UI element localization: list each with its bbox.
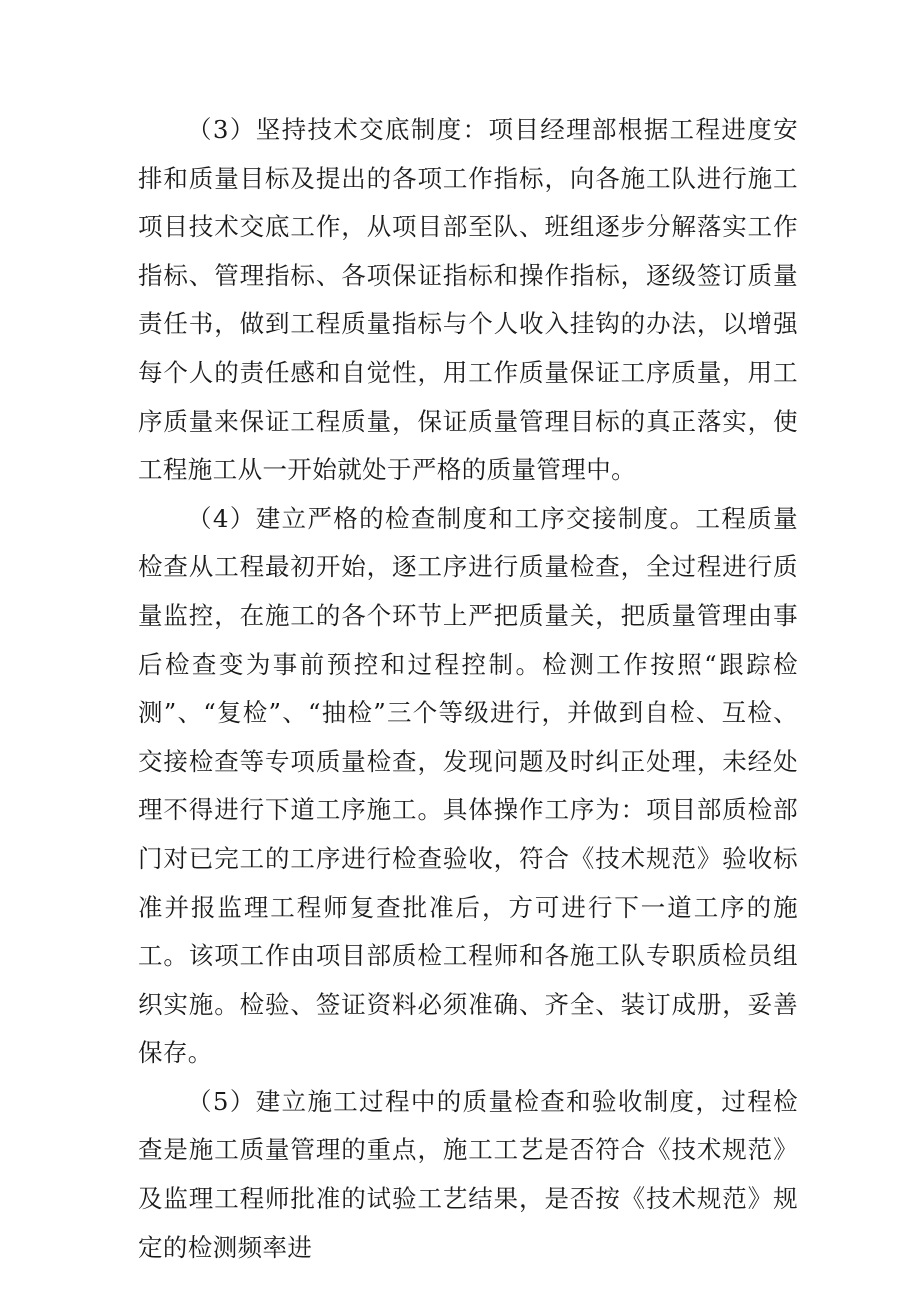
paragraph-3: （3）坚持技术交底制度：项目经理部根据工程进度安排和质量目标及提出的各项工作指标，向各施工队进行施工项目技术交底工作，从项目部至队、班组逐步分解落实工作指标、管理指标、各项保证指标和操作指标，逐级签订质量责任书，做到工程质量指标与个人收入挂钩的办法，以增强每个人的责任感和自觉性，用工作质量保证工序质量，用工序质量来保证工程质量，保证质量管理目标的真正落实，使工程施工从一开始就处于严格的质量管理中。 [138,115,798,485]
paragraph-4: （4）建立严格的检查制度和工序交接制度。工程质量检查从工程最初开始，逐工序进行质量检查，全过程进行质量监控，在施工的各个环节上严把质量关，把质量管理由事后检查变为事前预控和过程控制。检测工作按照“跟踪检测”、“复检”、“抽检”三个等级进行，并做到自检、互检、交接检查等专项质量检查，发现问题及时纠正处理，未经处理不得进行下道工序施工。具体操作工序为：项目部质检部门对已完工的工序进行检查验收，符合《技术规范》验收标准并报监理工程师复查批准后，方可进行下一道工序的施工。该项工作由项目部质检工程师和各施工队专职质检员组织实施。检验、签证资料必须准确、齐全、装订成册，妥善保存。 [138,503,798,1068]
paragraph-5: （5）建立施工过程中的质量检查和验收制度，过程检查是施工质量管理的重点，施工工艺是否符合《技术规范》及监理工程师批准的试验工艺结果，是否按《技术规范》规定的检测频率进 [138,1086,798,1262]
document-body [138,106,798,1272]
